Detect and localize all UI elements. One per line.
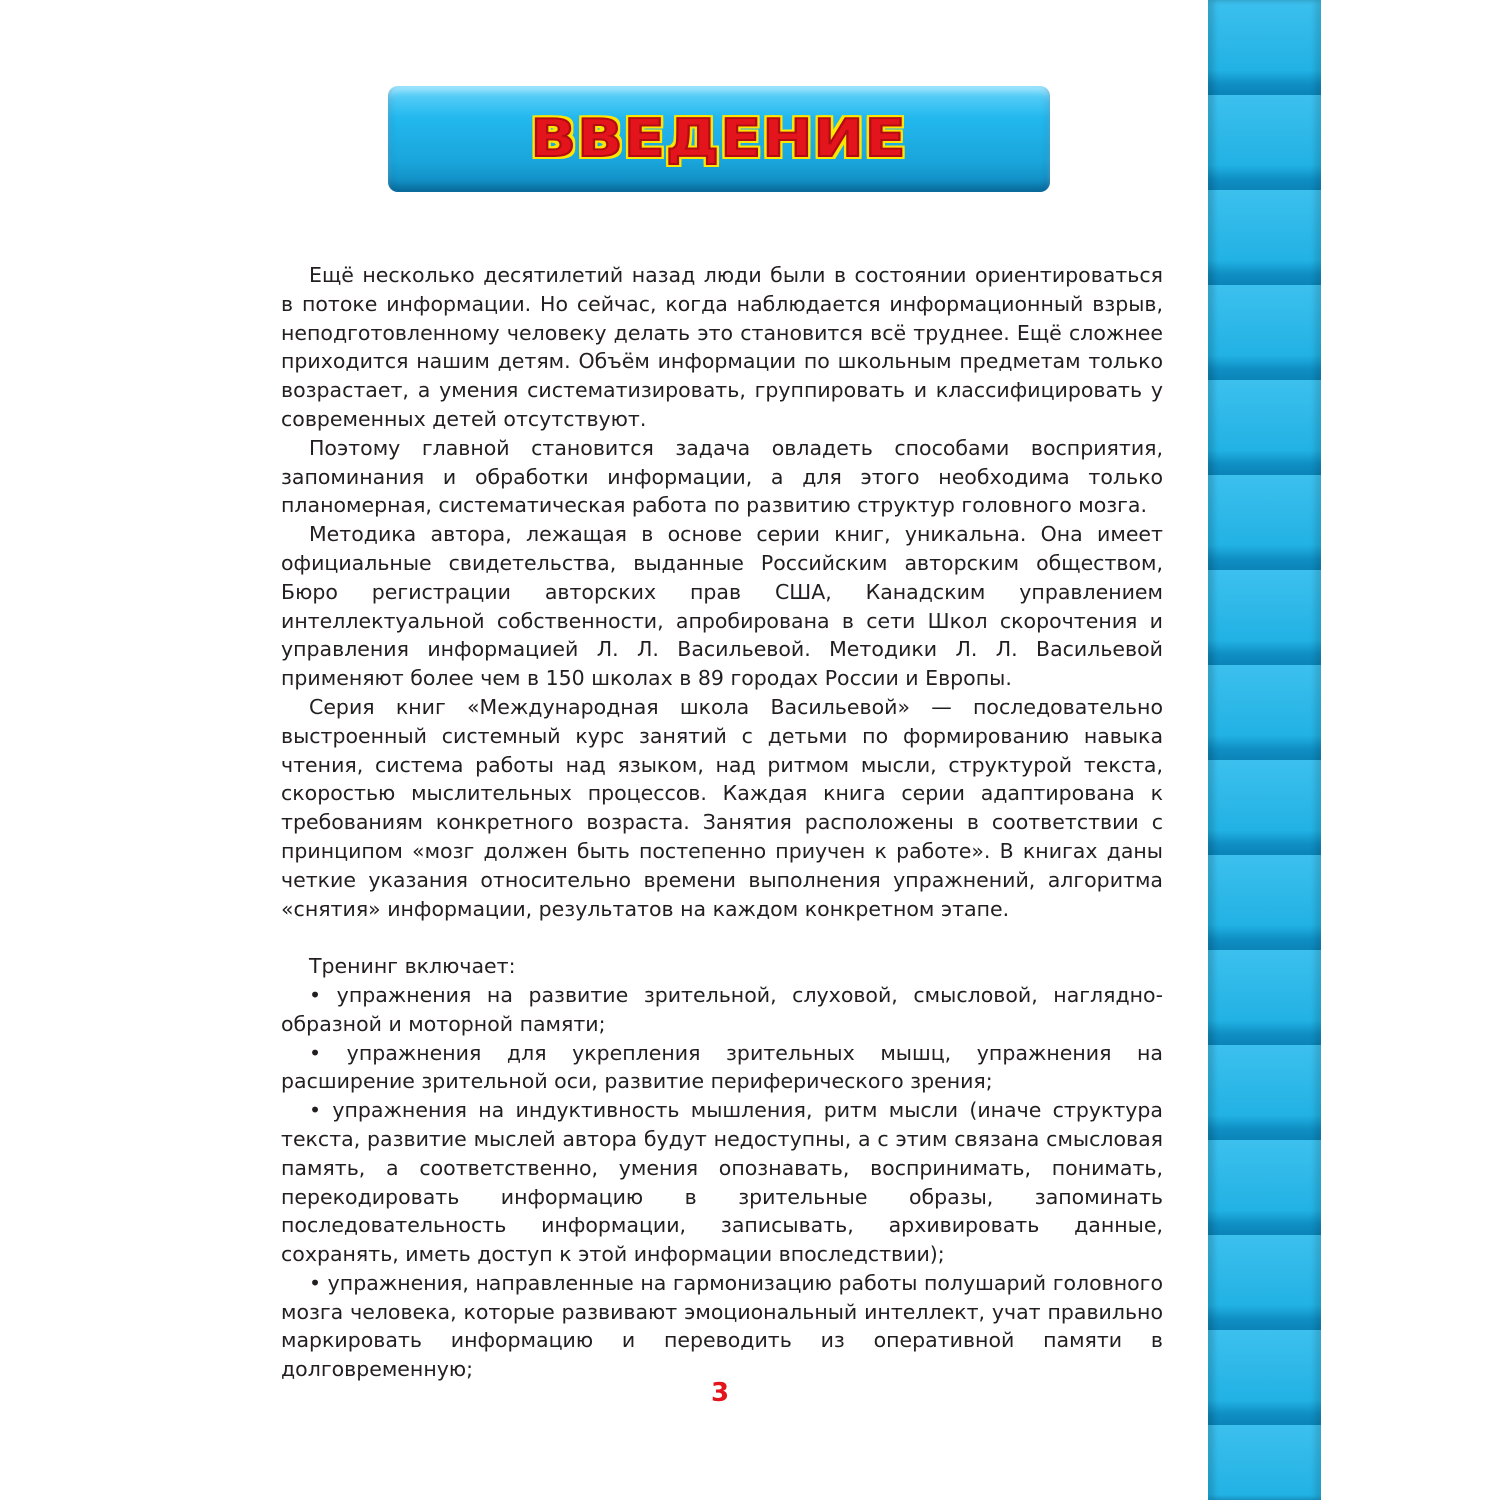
paragraph: Ещё несколько десятилетий назад люди были в состоянии ориентироваться в потоке информации. Но сейчас, когда наблюдается информационный взрыв, неподготовленному человеку делать это становится всё труднее. Ещё сложнее приходится нашим детям. Объём информации по школьным предметам только возрастает, а умения систематизировать, группировать и классифицировать у современных детей отсутствуют. xyxy=(281,263,1163,431)
paragraph: Серия книг «Международная школа Васильевой» — последовательно выстроенный системный курс занятий с детьми по формированию навыка чтения, система работы над языком, над ритмом мысли, структурой текста, скоростью мыслительных процессов. Каждая книга серии адаптирована к требованиям конкретного возраста. Занятия расположены в соответствии с принципом «мозг должен быть постепенно приучен к работе». В книгах даны четкие указания относительно времени выполнения упражнений, алгоритма «снятия» информации, результатов на каждом конкретном этапе. xyxy=(281,694,1163,921)
title-banner xyxy=(388,86,1050,192)
paragraph: Методика автора, лежащая в основе серии книг, уникальна. Она имеет официальные свидетельства, выданные Российским авторским обществом, Бюро регистрации авторских прав США, Канадским управлением интеллектуальной собственности, апробирована в сети Школ скорочтения и управления информацией Л. Л. Васильевой. Методики Л. Л. Васильевой применяют более чем в 150 школах в 89 городах России и Европы. xyxy=(281,522,1163,691)
list-item: • упражнения на индуктивность мышления, ритм мысли (иначе структура текста, развитие мыслей автора будут недоступны, а с этим связана смысловая память, а соответственно, умения опознавать, воспринимать, понимать, перекодировать информацию в зрительные образы, запоминать последовательность информации, записывать, архивировать данные, сохранять, иметь доступ к этой информации впоследствии); xyxy=(281,1098,1163,1267)
list-item: • упражнения, направленные на гармонизацию работы полушарий головного мозга человека, которые развивают эмоциональный интеллект, учат правильно маркировать информацию и переводить из оперативной памяти в долговременную; xyxy=(281,1270,1163,1382)
list-item: • упражнения на развитие зрительной, слуховой, смысловой, наглядно-образной и моторной памяти; xyxy=(281,982,1163,1036)
body-text xyxy=(281,261,1163,1384)
page-number: 3 xyxy=(710,1378,730,1408)
paragraph: Поэтому главной становится задача овладеть способами восприятия, запоминания и обработки информации, а для этого необходима только планомерная, систематическая работа по развитию структур головного мозга. xyxy=(281,435,1163,518)
list-item: • упражнения для укрепления зрительных мышц, упражнения на расширение зрительной оси, развитие периферического зрения; xyxy=(281,1040,1163,1094)
training-intro: Тренинг включает: xyxy=(309,954,516,979)
decorative-side-stripe xyxy=(1208,0,1321,1500)
page-title: ВВЕДЕНИЕ xyxy=(530,109,908,169)
